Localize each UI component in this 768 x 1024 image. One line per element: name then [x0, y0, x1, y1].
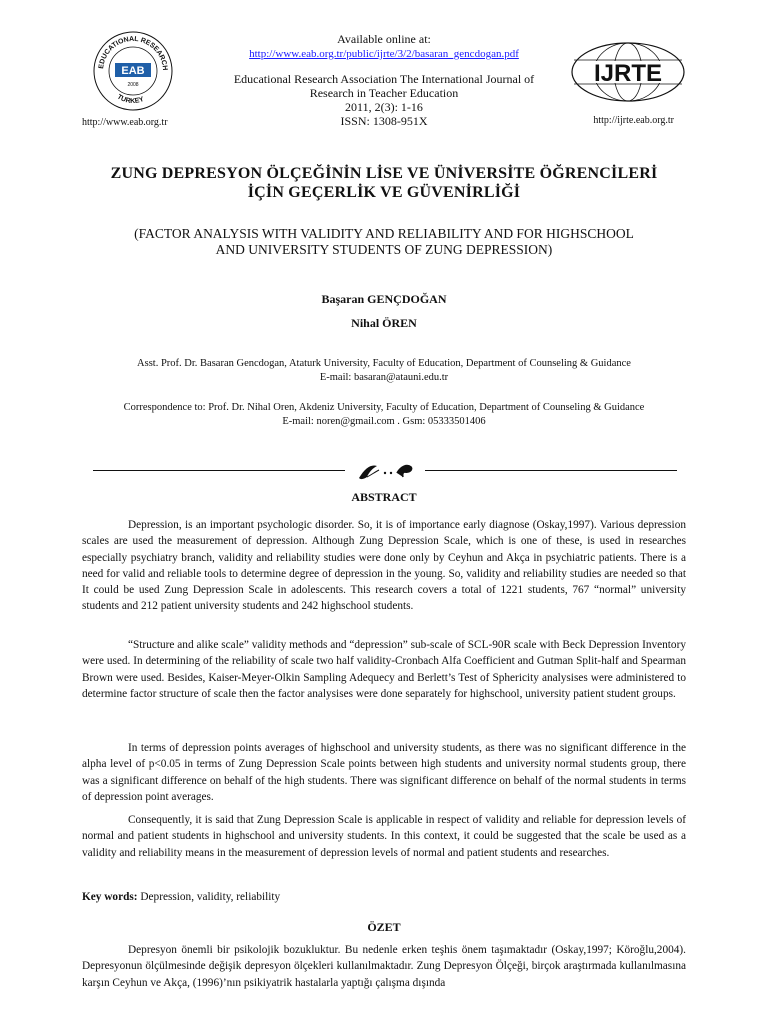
divider-rule-left	[93, 470, 345, 471]
paper-title-line2: İÇİN GEÇERLİK VE GÜVENİRLİĞİ	[247, 184, 521, 201]
abstract-heading: ABSTRACT	[351, 490, 417, 504]
abstract-paragraph: Consequently, it is said that Zung Depression Scale is applicable in respect of validity and reliable for depression levels of normal and patient students in highschool and university students. In this context, it could be suggested that the scale be used as a validity and reliability means in the measurement of depression levels of normal and patient students and researches.	[82, 814, 686, 859]
journal-header	[0, 0, 768, 132]
affiliation-email: E-mail: basaran@atauni.edu.tr	[319, 372, 449, 383]
ijrte-logo-text: IJRTE	[593, 60, 663, 87]
keywords	[82, 891, 280, 903]
journal-info	[200, 32, 568, 128]
paper-subtitle	[0, 226, 768, 258]
abstract-paragraph: Depression, is an important psychologic disorder. So, it is of importance early diagnose (Oskay,1997). Various depression scales are used the measurement of depression. Although Zung Depression Scale, which is one of these, is used in researches especially psychiatry branch, validity and reliability studies were done only by Ceyhun and Akça in psychiatric patients. There is a need for valid and reliable tools to determine degree of depression in the young. So, validity and reliability studies are needed so that It could be used Zung Depression Scale in adolescents. This research covers a total of 1221 students, 767 “normal” university students and 212 patient university students and 242 highschool students.	[82, 519, 686, 613]
ozet-paragraph: Depresyon önemli bir psikolojik bozukluktur. Bu nedenle erken teşhis önem taşımaktadır (Oskay,1997; Köroğlu,2004). Depresyonun ölçülmesinde değişik depresyon ölçekleri kullanılmaktadır. Zung Depresyon Ölçeği, birçok araştırmada kullanılmasına karşın Ceyhun ve Akça, (1996)’nın psikiyatrik hastalarla yaptığı çalışma dışında	[82, 944, 686, 989]
journal-name-line2: Research in Teacher Education	[309, 86, 459, 100]
abstract-paragraph: “Structure and alike scale” validity methods and “depression” sub-scale of SCL-90R scale with Beck Depression Inventory were used. In determining of the reliability of scale two half validity-Cronbach Alfa Coefficient and Gutman Split-half and Spearman Brown were used. Besides, Kaiser-Meyer-Olkin Sampling Adequecy and Berlett’s Test of Sphericity analysises were administered to determine factor structure of scale then the factor analysises were done separately for highschool, university patient student groups.	[82, 639, 686, 700]
journal-name-line1: Educational Research Association The International Journal of	[233, 72, 535, 86]
eab-site-link[interactable]: http://www.eab.org.tr	[82, 117, 168, 128]
paper-subtitle-line1: (FACTOR ANALYSIS WITH VALIDITY AND RELIABILITY AND FOR HIGHSCHOOL	[134, 226, 634, 241]
year-volume: 2011, 2(3): 1-16	[345, 100, 423, 114]
available-online-label: Available online at:	[337, 32, 431, 46]
issn: ISSN: 1308-951X	[340, 114, 428, 128]
correspondence-line1: Correspondence to: Prof. Dr. Nihal Oren, Akdeniz University, Faculty of Education, Department of Counseling & Guidance	[123, 402, 645, 413]
affiliation	[0, 357, 768, 385]
keywords-label: Key words:	[82, 891, 138, 903]
paper-subtitle-line2: AND UNIVERSITY STUDENTS OF ZUNG DEPRESSION)	[215, 242, 553, 257]
svg-text:2008: 2008	[127, 82, 139, 88]
svg-text:EDUCATIONAL RESEARCH ASSOCIATI: EDUCATIONAL RESEARCH	[98, 35, 169, 71]
article-url-link[interactable]: http://www.eab.org.tr/public/ijrte/3/2/basaran_gencdogan.pdf	[249, 48, 519, 60]
eab-logo	[92, 30, 174, 112]
eab-logo-text: EAB	[121, 65, 145, 77]
author-2: Nihal ÖREN	[351, 316, 417, 330]
ijrte-logo	[568, 40, 688, 104]
svg-text:TURKEY: TURKEY	[115, 93, 145, 106]
abstract-paragraph: In terms of depression points averages of highschool and university students, as there was no significant difference in the alpha level of p<0.05 in terms of Zung Depression Scale points between high students and university normal students group, there was a significant difference on behalf of the high students. There was significant difference on behalf of the normal students in terms of depression point averages.	[82, 742, 686, 803]
affiliation-line1: Asst. Prof. Dr. Basaran Gencdogan, Ataturk University, Faculty of Education, Department of Counseling & Guidance	[137, 358, 631, 369]
ornament-icon	[349, 460, 421, 482]
correspondence-contact: E-mail: noren@gmail.com . Gsm: 05333501406	[282, 416, 486, 427]
section-divider	[93, 460, 677, 482]
paper-title	[0, 164, 768, 202]
ijrte-site-link[interactable]: http://ijrte.eab.org.tr	[593, 115, 674, 126]
keywords-text: Depression, validity, reliability	[137, 891, 281, 903]
paper-title-line1: ZUNG DEPRESYON ÖLÇEĞİNİN LİSE VE ÜNİVERSİTE ÖĞRENCİLERİ	[110, 165, 658, 182]
correspondence	[0, 401, 768, 429]
ozet-heading: ÖZET	[367, 920, 401, 934]
author-1: Başaran GENÇDOĞAN	[321, 292, 447, 306]
divider-rule-right	[425, 470, 677, 471]
